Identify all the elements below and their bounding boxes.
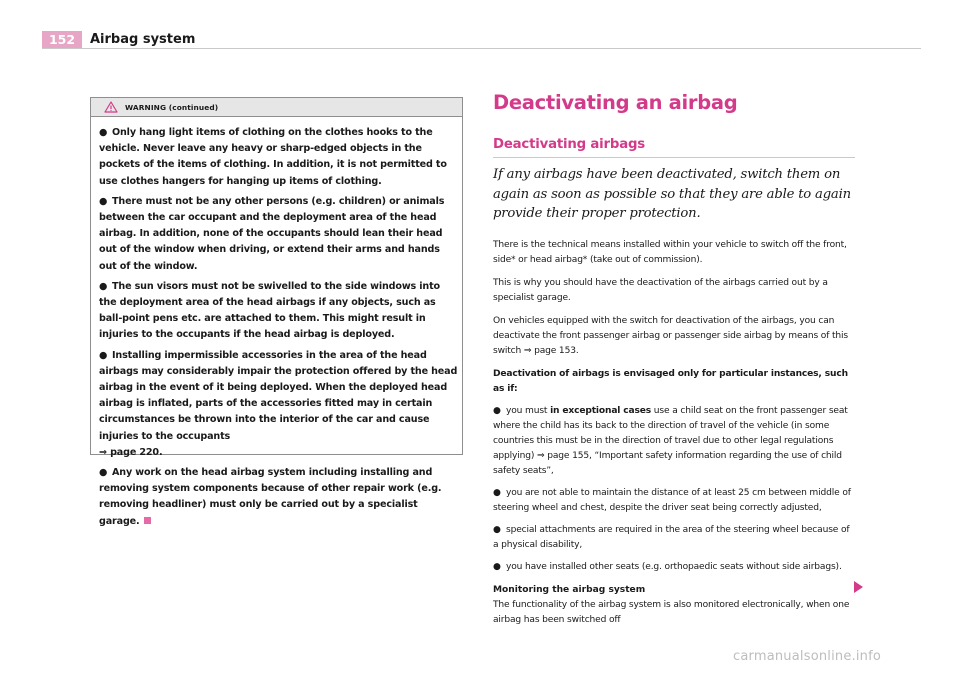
main-content xyxy=(493,90,855,628)
intro-text: If any airbags have been deactivated, switch them on again as soon as possible so that they are able to again provide their proper protection. xyxy=(493,167,851,221)
page-reference[interactable]: ⇒ page 220. xyxy=(99,446,163,458)
warning-item: ● The sun visors must not be swivelled to the side windows into the deployment area of the head airbags if any objects, such as ball-point pens etc. are attached to them. This might result in injuries to the occupants if the head airbag is deployed. xyxy=(99,280,440,341)
section-title: Airbag system xyxy=(90,32,196,47)
monitoring-heading: Monitoring the airbag system xyxy=(493,584,646,595)
warning-header xyxy=(91,98,462,117)
warning-box xyxy=(90,97,463,527)
list-intro: Deactivation of airbags is envisaged only for particular instances, such as if: xyxy=(493,368,848,394)
end-of-section-marker xyxy=(144,517,151,524)
warning-item: ● Installing impermissible accessories in the area of the head airbags may considerably impair the protection offered by the head airbag in the event of it being deployed. When the deployed head airbag is inflated, parts of the accessories fitted may in certain circumstances be thrown into the interior of the car and cause injuries to the occupants ⇒ page 220. xyxy=(99,349,458,458)
warning-item: ● Only hang light items of clothing on the clothes hooks to the vehicle. Never leave any heavy or sharp-edged objects in the pockets of the items of clothing. In addition, it is not permitted to use clothes hangers for hanging up items of clothing. xyxy=(99,127,447,187)
watermark: carmanualsonline.info xyxy=(733,649,882,664)
paragraph: On vehicles equipped with the switch for deactivation of the airbags, you can deactivate the front passenger airbag or passenger side airbag by means of this switch ⇒ page 153. xyxy=(493,315,848,356)
list-item: ● you are not able to maintain the distance of at least 25 cm between middle of steering wheel and chest, despite the driver seat being correctly adjusted, xyxy=(493,487,851,513)
paragraph: This is why you should have the deactivation of the airbags carried out by a specialist garage. xyxy=(493,277,828,303)
list-item: ● special attachments are required in the area of the steering wheel because of a physical disability, xyxy=(493,524,850,550)
warning-triangle-icon xyxy=(104,101,118,113)
warning-body xyxy=(91,117,462,530)
list-item: ● you must in exceptional cases use a child seat on the front passenger seat where the child has its back to the direction of travel of the vehicle (in some countries this must be in the direction of travel due to other legal regulations applying) ⇒ page 155, “Important safety information regarding the use of child safety seats”, xyxy=(493,405,848,476)
warning-item: ● Any work on the head airbag system including installing and removing system components because of other repair work (e.g. removing headliner) must only be carried out by a specialist garage. xyxy=(99,467,442,527)
monitoring-text: The functionality of the airbag system is also monitored electronically, when one airbag has been switched off xyxy=(493,599,850,625)
next-page-arrow-icon[interactable] xyxy=(854,581,863,593)
sub-heading: Deactivating airbags xyxy=(493,136,855,158)
list-item: ● you have installed other seats (e.g. orthopaedic seats without side airbags). xyxy=(493,561,842,572)
warning-label: WARNING (continued) xyxy=(125,102,219,112)
header-divider xyxy=(42,48,921,49)
page-number: 152 xyxy=(42,31,82,48)
paragraph: There is the technical means installed within your vehicle to switch off the front, side* or head airbag* (take out of commission). xyxy=(493,239,847,265)
warning-item: ● There must not be any other persons (e.g. children) or animals between the car occupant and the deployment area of the head airbag. In addition, none of the occupants should lean their head out of the window when driving, or extend their arms and hands out of the window. xyxy=(99,195,445,272)
page-heading: Deactivating an airbag xyxy=(493,91,738,114)
